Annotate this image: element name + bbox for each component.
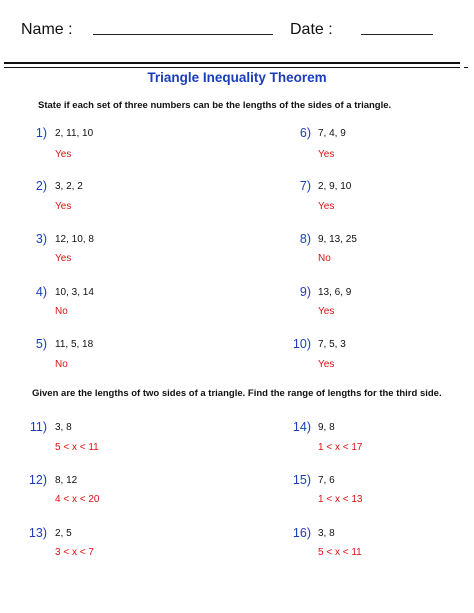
problem-number: 5) xyxy=(35,337,47,351)
header-rule-thick xyxy=(4,62,460,64)
name-label: Name : xyxy=(21,21,73,38)
problem-number: 16) xyxy=(292,526,311,540)
problem-answer: 4 < x < 20 xyxy=(55,494,100,505)
problem-answer: 5 < x < 11 xyxy=(55,442,99,453)
problem-values: 7, 6 xyxy=(318,475,335,486)
problem-number: 3) xyxy=(35,232,47,246)
problem-answer: Yes xyxy=(318,149,335,160)
problem-answer: 5 < x < 11 xyxy=(318,547,362,558)
header-rule-tick xyxy=(464,67,468,68)
header-rule-thin xyxy=(4,67,460,68)
problem-number: 6) xyxy=(299,126,311,140)
problem-values: 2, 11, 10 xyxy=(55,128,94,139)
problem-number: 11) xyxy=(29,420,47,434)
problem-answer: Yes xyxy=(55,149,72,160)
problem-number: 8) xyxy=(299,232,311,246)
date-label: Date : xyxy=(290,21,333,38)
problem-values: 3, 2, 2 xyxy=(55,181,83,192)
problem-answer: 1 < x < 17 xyxy=(318,442,363,453)
problem-values: 3, 8 xyxy=(55,422,72,433)
problem-values: 11, 5, 18 xyxy=(55,339,94,350)
problem-number: 1) xyxy=(35,126,47,140)
problem-values: 7, 5, 3 xyxy=(318,339,346,350)
problem-values: 9, 13, 25 xyxy=(318,234,357,245)
date-field[interactable] xyxy=(361,34,433,35)
problem-values: 9, 8 xyxy=(318,422,335,433)
problem-values: 13, 6, 9 xyxy=(318,287,352,298)
problem-values: 2, 9, 10 xyxy=(318,181,352,192)
page-title: Triangle Inequality Theorem xyxy=(147,70,327,85)
problem-values: 3, 8 xyxy=(318,528,335,539)
problem-number: 9) xyxy=(299,285,311,299)
section1-instruction: State if each set of three numbers can be the lengths of the sides of a triangle. xyxy=(38,100,392,111)
problem-number: 13) xyxy=(28,526,47,540)
problem-answer: Yes xyxy=(318,201,335,212)
problem-number: 14) xyxy=(292,420,311,434)
problem-answer: Yes xyxy=(318,359,335,370)
problem-answer: No xyxy=(55,306,68,317)
problem-values: 12, 10, 8 xyxy=(55,234,94,245)
problem-number: 4) xyxy=(35,285,47,299)
problem-number: 7) xyxy=(299,179,311,193)
problem-values: 2, 5 xyxy=(55,528,72,539)
problem-answer: No xyxy=(55,359,68,370)
problem-values: 7, 4, 9 xyxy=(318,128,346,139)
problem-answer: No xyxy=(318,253,331,264)
problem-values: 8, 12 xyxy=(55,475,78,486)
problem-number: 12) xyxy=(28,473,47,487)
problem-answer: 3 < x < 7 xyxy=(55,547,94,558)
section2-instruction: Given are the lengths of two sides of a triangle. Find the range of lengths for the third side. xyxy=(32,388,442,399)
problem-answer: Yes xyxy=(55,201,72,212)
problem-answer: 1 < x < 13 xyxy=(318,494,363,505)
problem-answer: Yes xyxy=(318,306,335,317)
problem-number: 2) xyxy=(35,179,47,193)
name-field[interactable] xyxy=(93,34,273,35)
problem-answer: Yes xyxy=(55,253,72,264)
problem-number: 10) xyxy=(292,337,311,351)
problem-values: 10, 3, 14 xyxy=(55,287,94,298)
problem-number: 15) xyxy=(292,473,311,487)
